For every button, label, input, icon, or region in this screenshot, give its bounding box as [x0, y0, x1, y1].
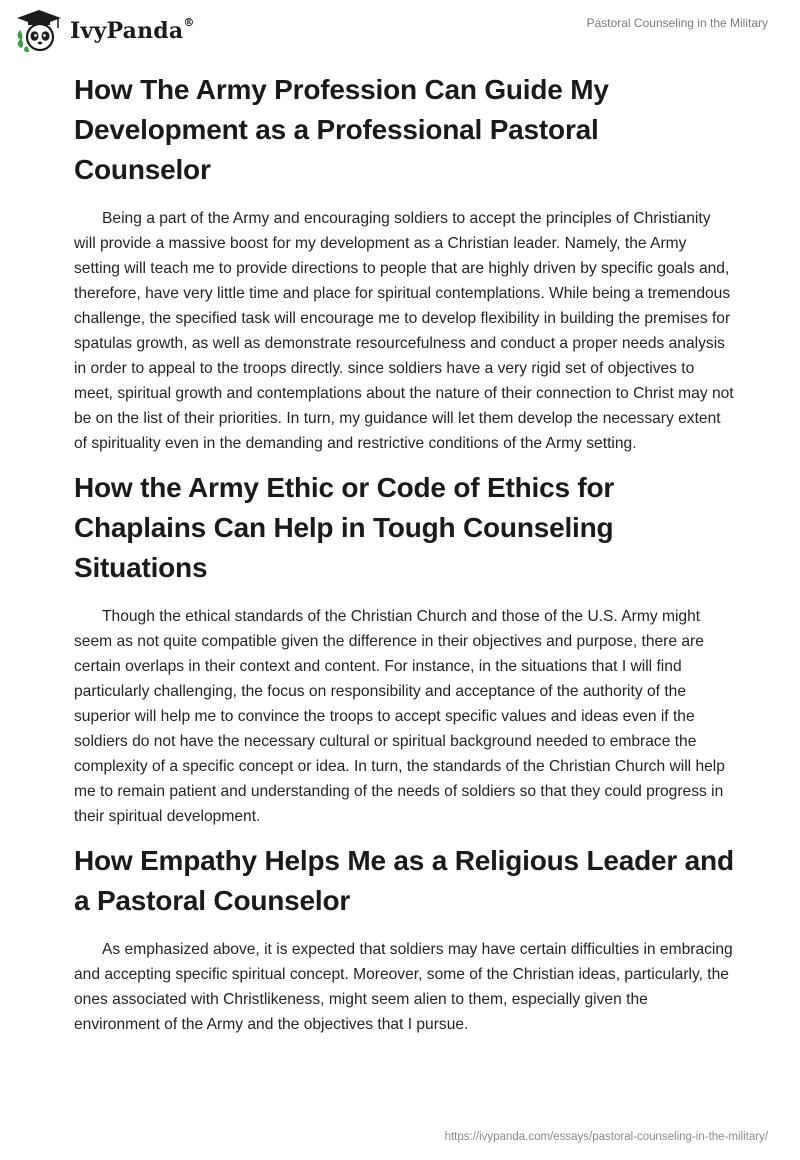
panda-graduate-icon [14, 8, 64, 54]
section-heading: How The Army Profession Can Guide My Development as a Professional Pastoral Counselor [74, 74, 609, 185]
section-heading: How Empathy Helps Me as a Religious Leader and a Pastoral Counselor [74, 845, 734, 916]
page-header [0, 0, 800, 62]
essay-content [74, 70, 734, 1049]
section-army-profession [74, 70, 734, 456]
section-code-of-ethics [74, 468, 734, 829]
section-empathy [74, 841, 734, 1037]
document-title: Pastoral Counseling in the Military [586, 16, 768, 30]
section-heading: How the Army Ethic or Code of Ethics for Chaplains Can Help in Tough Counseling Situations [74, 472, 615, 583]
source-url-link[interactable]: https://ivypanda.com/essays/pastoral-counseling-in-the-military/ [444, 1131, 768, 1143]
brand-name: IvyPanda® [70, 16, 195, 44]
section-paragraph: As emphasized above, it is expected that soldiers may have certain difficulties in embracing and accepting specific spiritual concept. Moreover, some of the Christian ideas, particularly, the ones associated with Christlikeness, might seem alien to them, especially given the environment of the Army and the objectives that I pursue. [74, 941, 733, 1033]
section-paragraph: Being a part of the Army and encouraging soldiers to accept the principles of Christianity will provide a massive boost for my development as a Christian leader. Namely, the Army setting will teach me to provide directions to people that are highly driven by specific goals and, therefore, have very little time and place for spiritual contemplations. While being a tremendous challenge, the specified task will encourage me to develop flexibility in building the premises for spatulas growth, as well as demonstrate resourcefulness and conduct a proper needs analysis in order to appeal to the troops directly. since soldiers have a very rigid set of objectives to meet, spiritual growth and contemplations about the nature of their connection to Christ may not be on the list of their priorities. In turn, my guidance will let them develop the necessary extent of spirituality even in the demanding and restrictive conditions of the Army setting. [74, 210, 734, 452]
ivypanda-logo[interactable] [14, 8, 195, 54]
section-paragraph: Though the ethical standards of the Christian Church and those of the U.S. Army might seem as not quite compatible given the difference in their objectives and purpose, there are certain overlaps in their context and content. For instance, in the situations that I will find particularly challenging, the focus on responsibility and acceptance of the authority of the superior will help me to convince the troops to accept specific values and ideas even if the soldiers do not have the necessary cultural or spiritual background needed to embrace the complexity of a specific concept or idea. In turn, the standards of the Christian Church will help me to remain patient and understanding of the needs of soldiers so that they could progress in their spiritual development. [74, 608, 725, 825]
